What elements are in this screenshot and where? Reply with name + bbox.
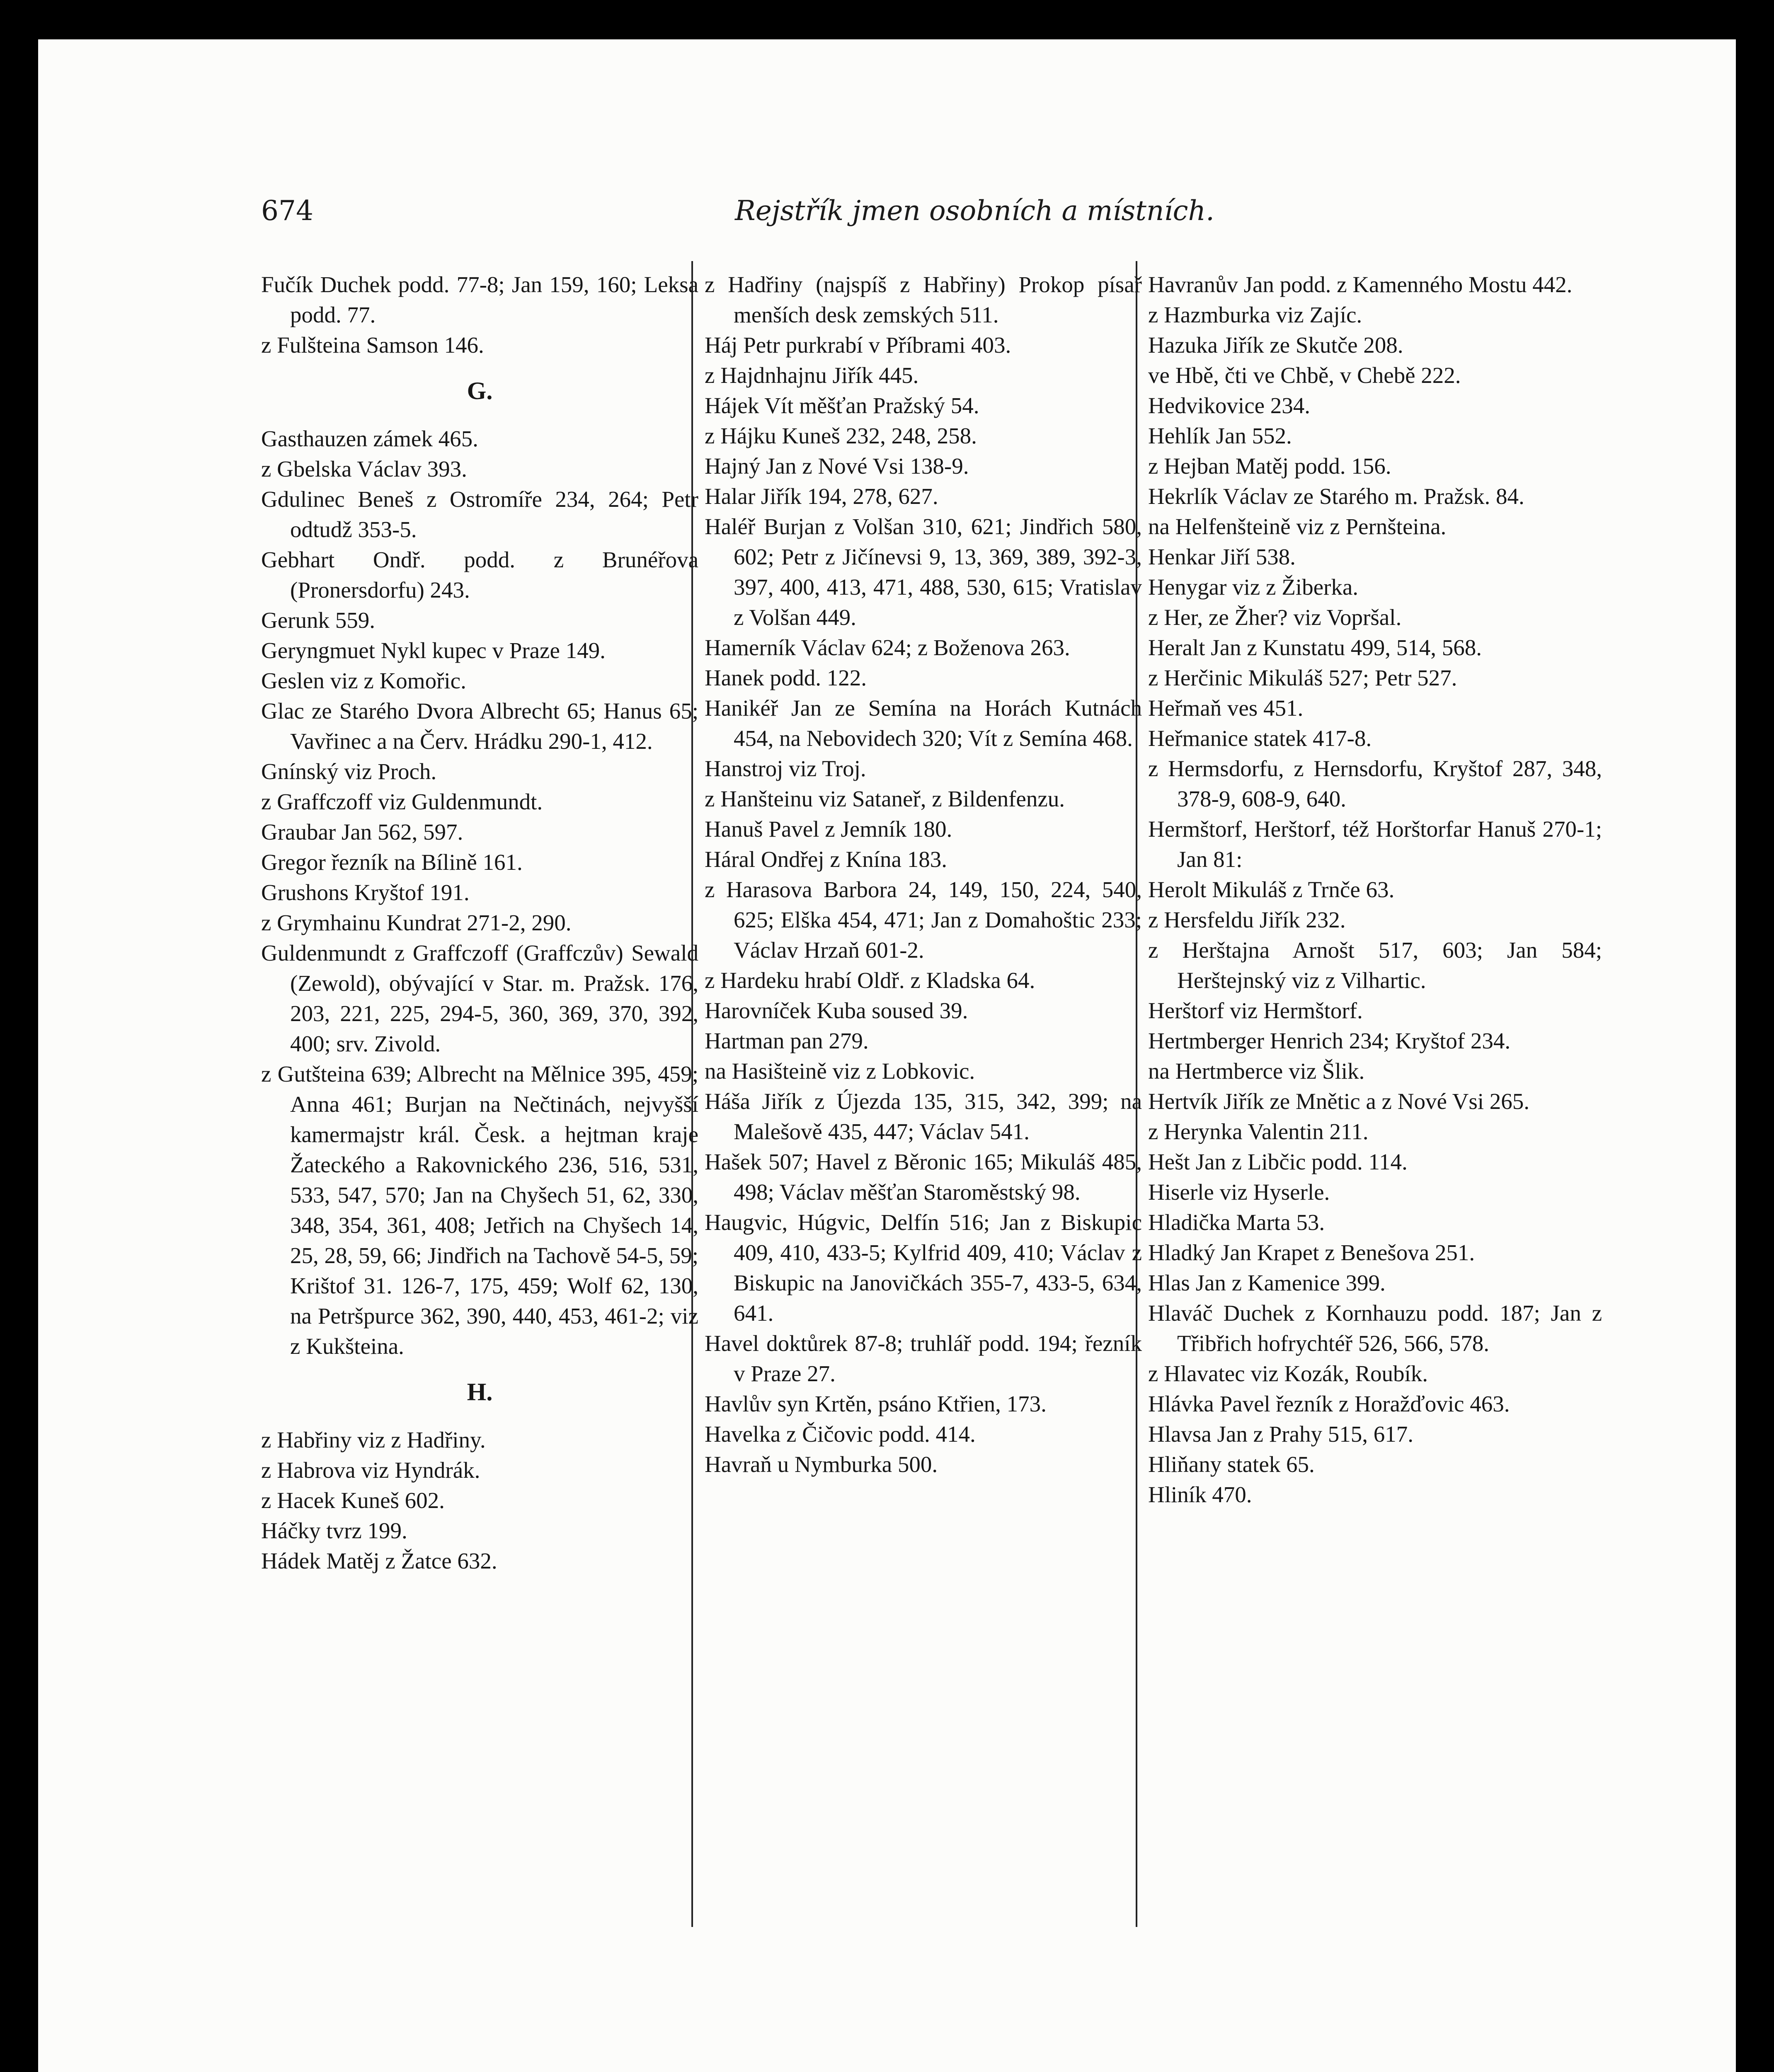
index-entry: Hanikéř Jan ze Semína na Horách Kutnách 454, na Nebovidech 320; Vít z Semína 468. [705,695,1142,751]
index-entry: Heřmanice statek 417-8. [1148,726,1372,751]
index-entry: Hanuš Pavel z Jemník 180. [705,816,952,842]
index-entry: Hladký Jan Krapet z Benešova 251. [1148,1240,1475,1265]
index-entry: z Herštajna Arnošt 517, 603; Jan 584; Herštejnský viz z Vilhartic. [1148,937,1602,993]
index-entry: Havlův syn Krtěn, psáno Ktřien, 173. [705,1391,1047,1416]
index-entry: z Graffczoff viz Guldenmundt. [261,789,543,814]
index-entry: Hertvík Jiřík ze Mnětic a z Nové Vsi 265. [1148,1089,1530,1114]
index-entry: Henygar viz z Žiberka. [1148,574,1358,600]
index-column-3 [1148,269,1602,1510]
index-entry: Hartman pan 279. [705,1028,869,1053]
index-entry: na Helfenšteině viz z Pernšteina. [1148,514,1447,539]
index-entry: Hehlík Jan 552. [1148,423,1292,448]
index-entry: Glac ze Starého Dvora Albrecht 65; Hanus 65; Vavřinec a na Červ. Hrádku 290-1, 412. [261,698,698,754]
index-entry: Gnínský viz Proch. [261,759,437,784]
index-entry: z Hermsdorfu, z Hernsdorfu, Kryštof 287, 348, 378-9, 608-9, 640. [1148,756,1602,811]
index-entry: Hanstroj viz Troj. [705,756,866,781]
section-letter: G. [467,377,493,404]
index-entry: z Hájku Kuneš 232, 248, 258. [705,423,977,448]
index-entry: Háčky tvrz 199. [261,1518,407,1543]
index-entry: Háša Jiřík z Újezda 135, 315, 342, 399; na Malešově 435, 447; Václav 541. [705,1089,1142,1144]
index-entry: z Hardeku hrabí Oldř. z Kladska 64. [705,968,1035,993]
index-entry: Herštorf viz Hermštorf. [1148,998,1363,1023]
index-entry: Háj Petr purkrabí v Příbrami 403. [705,332,1011,358]
index-entry: z Hersfeldu Jiřík 232. [1148,907,1346,932]
index-entry: Hlavsa Jan z Prahy 515, 617. [1148,1421,1414,1447]
index-entry: Hiserle viz Hyserle. [1148,1179,1330,1205]
index-entry: Hekrlík Václav ze Starého m. Pražsk. 84. [1148,484,1524,509]
index-entry: Hliník 470. [1148,1482,1252,1507]
index-entry: z Herčinic Mikuláš 527; Petr 527. [1148,665,1457,690]
page-header [261,195,1214,232]
index-entry: Hladička Marta 53. [1148,1210,1325,1235]
index-entry: Harovníček Kuba soused 39. [705,998,968,1023]
index-entry: Hlávka Pavel řezník z Horažďovic 463. [1148,1391,1510,1416]
index-entry: z Habrova viz Hyndrák. [261,1457,480,1483]
index-entry: z Herynka Valentin 211. [1148,1119,1369,1144]
index-entry: Guldenmundt z Graffczoff (Graffczův) Sewald (Zewold), obývající v Star. m. Pražsk. 176, 203, 221, 225, 294-5, 360, 369, 370, 392, 400; srv. Zivold. [261,940,698,1056]
index-entry: Heralt Jan z Kunstatu 499, 514, 568. [1148,635,1482,660]
index-entry: Hešt Jan z Libčic podd. 114. [1148,1149,1408,1174]
index-entry: Gebhart Ondř. podd. z Brunéřova (Pronersdorfu) 243. [261,547,698,603]
section-letter: H. [467,1378,493,1406]
index-entry: Hertmberger Henrich 234; Kryštof 234. [1148,1028,1511,1053]
index-entry: z Gutšteina 639; Albrecht na Mělnice 395, 459; Anna 461; Burjan na Nečtinách, nejvyšší kamermajstr král. Česk. a hejtman kraje Žateckého a Rakovnického 236, 516, 531, 533, 547, 570; Jan na Chyšech 51, 62, 330, 348, 354, 361, 408; Jetřich na Chyšech 14, 25, 28, 59, 66; Jindřich na Tachově 54-5, 59; Krištof 31. 126-7, 175, 459; Wolf 62, 130, na Petršpurce 362, 390, 440, 453, 461-2; viz z Kukšteina. [261,1061,698,1359]
index-entry: Havelka z Čičovic podd. 414. [705,1421,976,1447]
running-title: Rejstřík jmen osobních a místních. [735,195,1214,227]
index-entry: Hanek podd. 122. [705,665,867,690]
index-entry: Gasthauzen zámek 465. [261,426,478,451]
index-entry: na Hasišteině viz z Lobkovic. [705,1058,975,1084]
index-entry: Halar Jiřík 194, 278, 627. [705,484,938,509]
index-entry: z Hazmburka viz Zajíc. [1148,302,1362,327]
index-entry: z Habřiny viz z Hadřiny. [261,1427,486,1452]
index-entry: Fučík Duchek podd. 77-8; Jan 159, 160; Leksa podd. 77. [261,272,698,327]
index-entry: Geslen viz z Komořic. [261,668,466,693]
page-number: 674 [261,195,313,227]
index-entry: Hlas Jan z Kamenice 399. [1148,1270,1386,1295]
index-entry: ve Hbě, čti ve Chbě, v Chebě 222. [1148,363,1461,388]
index-entry: na Hertmberce viz Šlik. [1148,1058,1365,1084]
index-entry: Gerunk 559. [261,608,375,633]
index-column-1 [261,269,698,1576]
index-entry: Hermštorf, Herštorf, též Horštorfar Hanuš 270-1; Jan 81: [1148,816,1602,872]
index-entry: Hájek Vít měšťan Pražský 54. [705,393,979,418]
index-entry: Herolt Mikuláš z Trnče 63. [1148,877,1395,902]
index-entry: Gregor řezník na Bílině 161. [261,850,523,875]
index-entry: Háral Ondřej z Knína 183. [705,847,947,872]
index-entry: z Hacek Kuneš 602. [261,1488,445,1513]
index-entry: z Grymhainu Kundrat 271-2, 290. [261,910,572,935]
index-entry: Hamerník Václav 624; z Boženova 263. [705,635,1070,660]
index-entry: Henkar Jiří 538. [1148,544,1296,569]
index-entry: z Gbelska Václav 393. [261,456,467,482]
index-entry: Hlaváč Duchek z Kornhauzu podd. 187; Jan z Třibřich hofrychtéř 526, 566, 578. [1148,1300,1602,1356]
index-entry: z Fulšteina Samson 146. [261,332,484,358]
index-entry: Graubar Jan 562, 597. [261,819,463,845]
index-entry: z Hanšteinu viz Sataneř, z Bildenfenzu. [705,786,1065,811]
index-entry: Hádek Matěj z Žatce 632. [261,1548,497,1573]
index-entry: Geryngmuet Nykl kupec v Praze 149. [261,638,606,663]
index-entry: Hliňany statek 65. [1148,1452,1315,1477]
index-entry: Haléř Burjan z Volšan 310, 621; Jindřich 580, 602; Petr z Jičínevsi 9, 13, 369, 389, 392-3, 397, 400, 413, 471, 488, 530, 615; Vratislav z Volšan 449. [705,514,1142,630]
index-entry: Havranův Jan podd. z Kamenného Mostu 442. [1148,272,1573,297]
index-entry: Haugvic, Húgvic, Delfín 516; Jan z Biskupic 409, 410, 433-5; Kylfrid 409, 410; Václav z Biskupic na Janovičkách 355-7, 433-5, 634, 641. [705,1210,1142,1326]
index-entry: Hazuka Jiřík ze Skutče 208. [1148,332,1403,358]
index-entry: z Hlavatec viz Kozák, Roubík. [1148,1361,1428,1386]
index-entry: z Hejban Matěj podd. 156. [1148,453,1391,479]
index-entry: z Hajdnhajnu Jiřík 445. [705,363,919,388]
index-entry: z Harasova Barbora 24, 149, 150, 224, 540, 625; Elška 454, 471; Jan z Domahoštic 233; Václav Hrzaň 601-2. [705,877,1142,963]
index-entry: Hašek 507; Havel z Běronic 165; Mikuláš 485, 498; Václav měšťan Staroměstský 98. [705,1149,1142,1205]
index-entry: Havraň u Nymburka 500. [705,1452,938,1477]
index-entry: Hedvikovice 234. [1148,393,1311,418]
index-entry: Heřmaň ves 451. [1148,695,1304,721]
index-entry: z Her, ze Žher? viz Vopršal. [1148,605,1402,630]
index-entry: Hajný Jan z Nové Vsi 138-9. [705,453,969,479]
index-column-2 [705,269,1142,1479]
index-entry: Grushons Kryštof 191. [261,880,470,905]
index-entry: z Hadřiny (najspíš z Habřiny) Prokop písař menších desk zemských 511. [705,272,1142,327]
index-entry: Havel doktůrek 87-8; truhlář podd. 194; řezník v Praze 27. [705,1331,1142,1386]
index-entry: Gdulinec Beneš z Ostromíře 234, 264; Petr odtudž 353-5. [261,487,698,542]
